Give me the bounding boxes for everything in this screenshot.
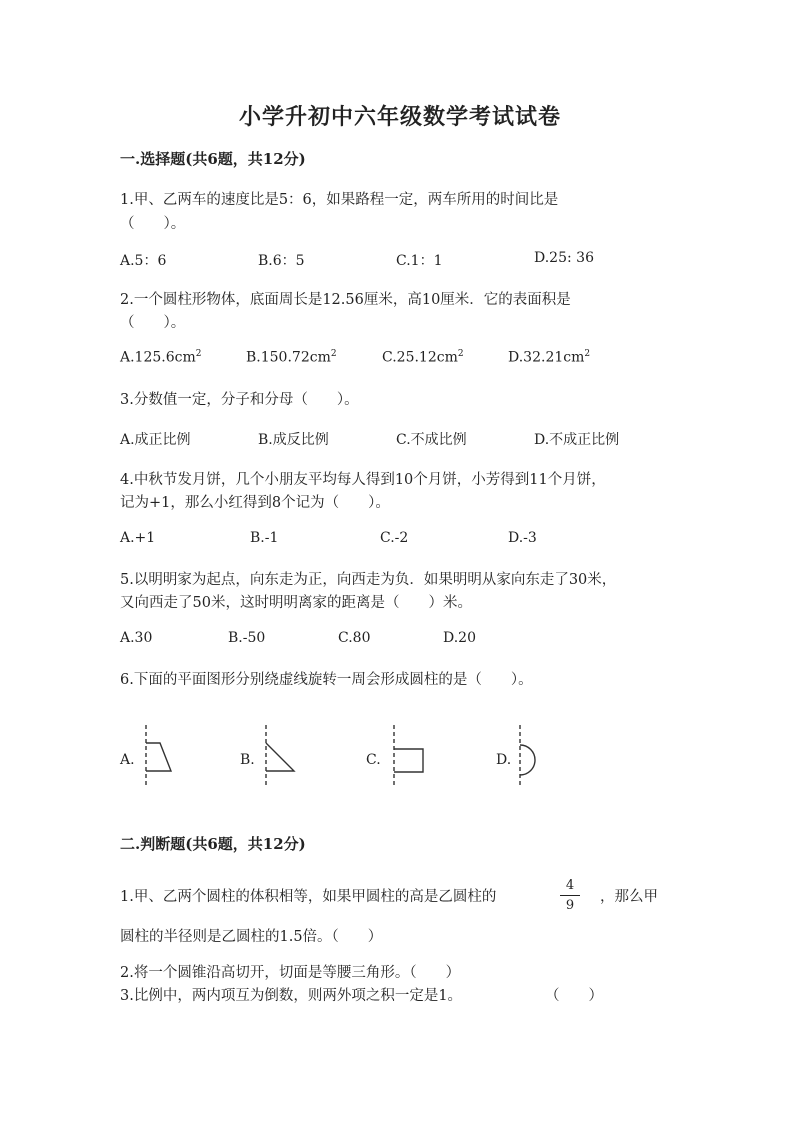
question-1-option-a[interactable]: A.5：6	[120, 253, 167, 269]
question-2-line-1: 2.一个圆柱形物体，底面周长是12.56厘米，高10厘米．它的表面积是	[120, 292, 571, 308]
judgement-3: 3.比例中，两内项互为倒数，则两外项之积一定是1。	[120, 988, 463, 1004]
question-6-option-a[interactable]: A.	[120, 752, 135, 768]
fraction-4-9	[560, 878, 580, 913]
judgement-3-answer-paren[interactable]: （ ）	[545, 988, 603, 1004]
superscript-2: 2	[457, 349, 464, 359]
question-3-option-b[interactable]: B.成反比例	[258, 432, 329, 448]
figure-a-trapezoid	[138, 725, 178, 787]
question-5-option-b[interactable]: B.-50	[228, 630, 266, 646]
figure-b-triangle	[258, 725, 302, 787]
question-1-option-c[interactable]: C.1：1	[396, 253, 443, 269]
question-6-line-1: 6.下面的平面图形分别绕虚线旋转一周会形成圆柱的是（ ）。	[120, 672, 533, 688]
question-5-option-d[interactable]: D.20	[443, 630, 476, 646]
question-2-option-b-label: B.150.72cm	[246, 349, 331, 366]
fraction-bar	[560, 895, 580, 896]
section-1-heading: 一.选择题(共6题，共12分)	[120, 150, 306, 168]
semicircle-shape	[520, 745, 535, 775]
question-4-line-2: 记为+1，那么小红得到8个记为（ ）。	[120, 495, 390, 511]
question-1-line-1: 1.甲、乙两车的速度比是5：6，如果路程一定，两车所用的时间比是	[120, 192, 559, 208]
question-2-option-c-label: C.25.12cm	[382, 349, 458, 366]
fraction-denominator: 9	[565, 898, 575, 913]
question-3-line-1: 3.分数值一定，分子和分母（ ）。	[120, 392, 359, 408]
question-4-line-1: 4.中秋节发月饼，几个小朋友平均每人得到10个月饼，小芳得到11个月饼，	[120, 472, 606, 488]
question-2-option-c[interactable]	[382, 349, 464, 366]
question-1-line-2: （ ）。	[120, 216, 186, 232]
question-2-option-a[interactable]	[120, 349, 202, 366]
page-title: 小学升初中六年级数学考试试卷	[238, 104, 561, 130]
question-1-option-d[interactable]: D.25: 36	[534, 250, 594, 266]
fraction-numerator: 4	[565, 878, 575, 893]
question-4-option-a[interactable]: A.+1	[120, 530, 156, 546]
question-5-option-a[interactable]: A.30	[120, 630, 153, 646]
question-2-option-d-label: D.32.21cm	[508, 349, 585, 366]
superscript-2: 2	[584, 349, 591, 359]
judgement-1-line-1a: 1.甲、乙两个圆柱的体积相等，如果甲圆柱的高是乙圆柱的	[120, 889, 497, 905]
question-4-option-d[interactable]: D.-3	[508, 530, 537, 546]
question-4-option-c[interactable]: C.-2	[380, 530, 409, 546]
question-2-option-a-label: A.125.6cm	[120, 349, 196, 366]
question-6-option-b[interactable]: B.	[240, 752, 255, 768]
triangle-shape	[266, 743, 294, 771]
judgement-1-line-1b: ，那么甲	[600, 889, 658, 905]
question-2-option-b[interactable]	[246, 349, 337, 366]
question-4-option-b[interactable]: B.-1	[250, 530, 279, 546]
figure-d-semicircle	[512, 725, 552, 787]
question-2-line-2: （ ）。	[120, 315, 186, 331]
superscript-2: 2	[195, 349, 202, 359]
judgement-1-line-2: 圆柱的半径则是乙圆柱的1.5倍。（ ）	[120, 929, 383, 945]
trapezoid-shape	[146, 743, 171, 771]
question-5-line-1: 5.以明明家为起点，向东走为正，向西走为负．如果明明从家向东走了30米，	[120, 572, 617, 588]
question-3-option-c[interactable]: C.不成比例	[396, 432, 467, 448]
question-5-option-c[interactable]: C.80	[338, 630, 371, 646]
question-3-option-d[interactable]: D.不成正比例	[534, 432, 620, 448]
figure-c-rectangle	[386, 725, 430, 787]
question-6-option-c[interactable]: C.	[366, 752, 381, 768]
superscript-2: 2	[330, 349, 337, 359]
question-2-option-d[interactable]	[508, 349, 590, 366]
rectangle-shape	[394, 749, 423, 772]
section-2-heading: 二.判断题(共6题，共12分)	[120, 835, 306, 853]
question-1-option-b[interactable]: B.6：5	[258, 253, 305, 269]
question-6-option-d[interactable]: D.	[496, 752, 512, 768]
judgement-2: 2.将一个圆锥沿高切开，切面是等腰三角形。（ ）	[120, 965, 461, 981]
question-3-option-a[interactable]: A.成正比例	[120, 432, 191, 448]
question-5-line-2: 又向西走了50米，这时明明离家的距离是（ ）米。	[120, 595, 472, 611]
